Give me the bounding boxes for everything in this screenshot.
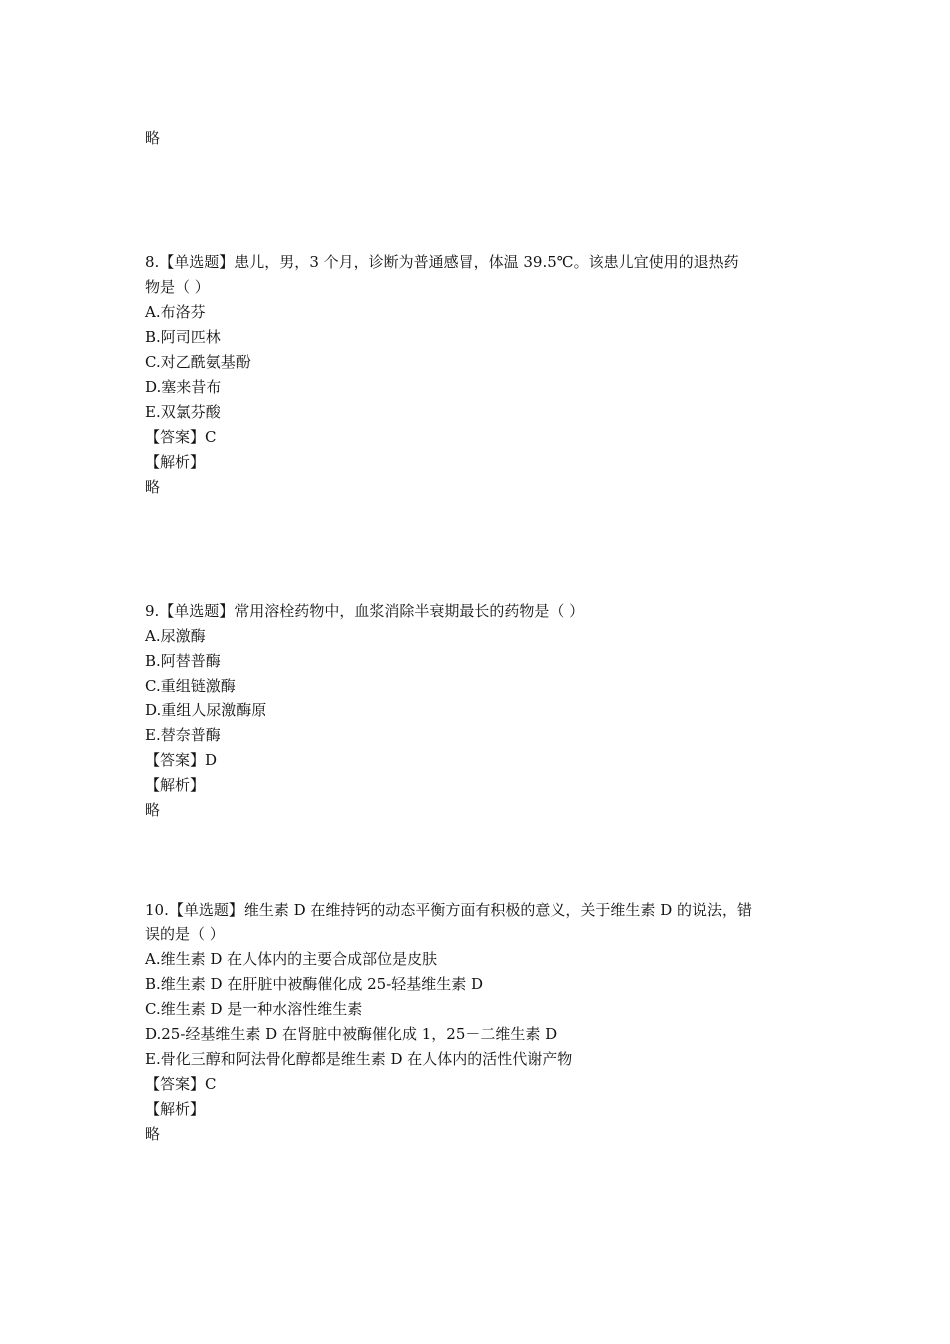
question-10-option-b: B.维生素 D 在肝脏中被酶催化成 25-轻基维生素 D <box>145 975 484 993</box>
question-9-answer: 【答案】D <box>145 751 218 769</box>
question-8-analysis-label: 【解析】 <box>145 453 206 471</box>
question-8-stem-line1: 8.【单选题】患儿，男，3 个月，诊断为普通感冒，体温 39.5℃。该患儿宜使用的退热药 <box>145 253 739 271</box>
question-10-option-d: D.25-经基维生素 D 在肾脏中被酶催化成 1，25－二维生素 D <box>145 1025 558 1043</box>
question-9-analysis-label: 【解析】 <box>145 776 206 794</box>
question-8-stem-line2: 物是（ ） <box>145 278 210 296</box>
question-10-analysis: 略 <box>145 1125 161 1143</box>
question-10-stem-line1: 10.【单选题】维生素 D 在维持钙的动态平衡方面有积极的意义，关于维生素 D 的说法，错 <box>145 901 752 919</box>
question-9-option-d: D.重组人尿激酶原 <box>145 701 267 719</box>
question-10-stem-line2: 误的是（ ） <box>145 925 225 943</box>
question-10-option-c: C.维生素 D 是一种水溶性维生素 <box>145 1000 363 1018</box>
question-8-option-d: D.塞来昔布 <box>145 378 222 396</box>
question-8-option-e: E.双氯芬酸 <box>145 403 221 421</box>
question-10-answer: 【答案】C <box>145 1075 217 1093</box>
question-9-option-e: E.替奈普酶 <box>145 726 221 744</box>
question-8-answer: 【答案】C <box>145 428 217 446</box>
question-10-option-e: E.骨化三醇和阿法骨化醇都是维生素 D 在人体内的活性代谢产物 <box>145 1050 573 1068</box>
question-9-stem-line1: 9.【单选题】常用溶栓药物中，血浆消除半衰期最长的药物是（ ） <box>145 602 585 620</box>
question-9-option-c: C.重组链激酶 <box>145 677 236 695</box>
question-9-analysis: 略 <box>145 801 161 819</box>
top-analysis-text: 略 <box>145 129 161 147</box>
question-10-analysis-label: 【解析】 <box>145 1100 206 1118</box>
question-8-option-a: A.布洛芬 <box>145 303 206 321</box>
question-10-option-a: A.维生素 D 在人体内的主要合成部位是皮肤 <box>145 950 438 968</box>
question-8-option-b: B.阿司匹林 <box>145 328 221 346</box>
question-8-option-c: C.对乙酰氨基酚 <box>145 353 251 371</box>
question-9-option-b: B.阿替普酶 <box>145 652 221 670</box>
question-8-analysis: 略 <box>145 478 161 496</box>
question-9-option-a: A.尿激酶 <box>145 627 206 645</box>
